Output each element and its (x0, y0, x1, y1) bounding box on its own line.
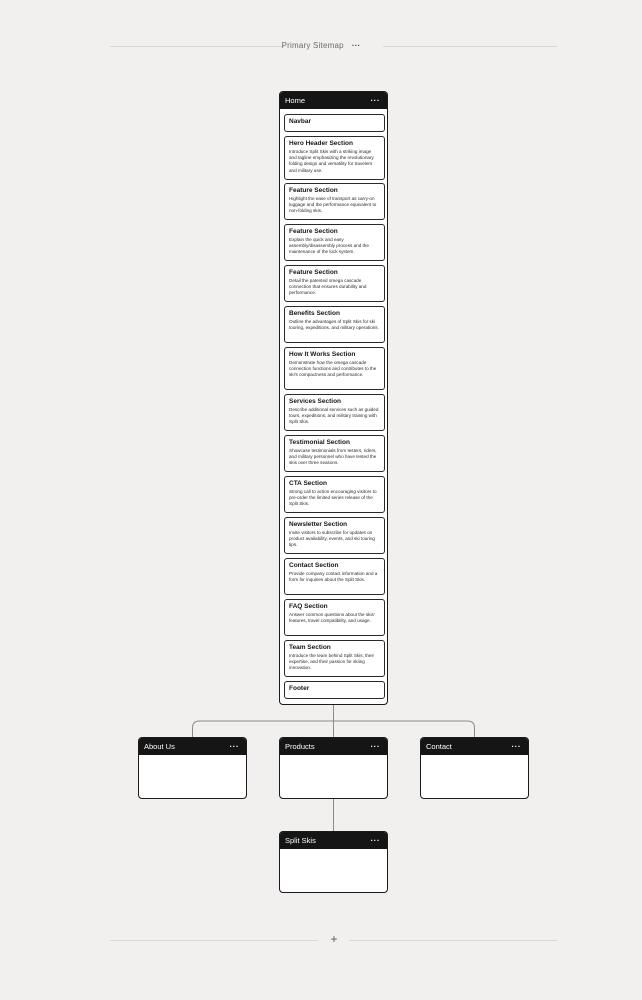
section-description: Demonstrate how the omega cascade connection functions and contributes to the ski's compactness and performance. (289, 360, 377, 378)
section-description: Provide company contact information and a form for inquiries about the Split Skis. (289, 571, 378, 583)
home-page-header (280, 92, 387, 109)
section-description: Explain the quick and easy assembly/disassembly process and the maintenance of the lock system. (289, 237, 369, 255)
sitemap-title-text: Primary Sitemap (281, 41, 344, 50)
section-navbar[interactable] (284, 114, 385, 132)
products-page-title: Products (285, 742, 315, 751)
section-title: Footer (289, 685, 310, 692)
contact-page-card[interactable] (420, 737, 529, 799)
bottom-divider-left (110, 940, 318, 941)
section-title: Navbar (289, 118, 312, 125)
section-testimonial[interactable] (284, 435, 385, 472)
plus-icon[interactable]: + (330, 932, 338, 946)
section-title: Services Section (289, 398, 342, 405)
section-team[interactable] (284, 640, 385, 677)
section-hero-header[interactable] (284, 136, 385, 180)
section-services[interactable] (284, 394, 385, 431)
section-contact[interactable] (284, 558, 385, 595)
split-skis-page-title: Split Skis (285, 836, 316, 845)
section-title: Benefits Section (289, 310, 340, 317)
about-us-menu-icon[interactable]: ··· (229, 741, 239, 751)
section-footer[interactable] (284, 681, 385, 699)
products-page-card[interactable] (279, 737, 388, 799)
contact-menu-icon[interactable]: ··· (511, 741, 521, 751)
section-description: Introduce Split Skis with a striking image and tagline emphasizing the revolutionary folding design and versatility for travelers and military use. (289, 149, 374, 173)
section-newsletter[interactable] (284, 517, 385, 554)
split-skis-page-card[interactable] (279, 831, 388, 893)
contact-page-title: Contact (426, 742, 452, 751)
section-description: Showcase testimonials from testers, riders, and military personnel who have tested the skis over three seasons. (289, 448, 377, 466)
section-title: Newsletter Section (289, 521, 348, 528)
section-description: Outline the advantages of Split Skis for ski touring, expeditions, and military operations. (289, 319, 379, 331)
section-title: Team Section (289, 644, 331, 651)
section-title: CTA Section (289, 480, 327, 487)
section-description: Highlight the ease of transport as carry-on luggage and the performance equivalent to non-folding skis. (289, 196, 377, 214)
section-description: Describe additional services such as guided tours, expeditions, and military training with Split Skis. (289, 407, 379, 425)
products-page-header (280, 738, 387, 755)
section-description: Answer common questions about the skis' features, travel compatibility, and usage. (289, 612, 375, 624)
about-us-page-card[interactable] (138, 737, 247, 799)
home-menu-icon[interactable]: ··· (370, 95, 380, 105)
bottom-divider-right (349, 940, 557, 941)
products-menu-icon[interactable]: ··· (370, 741, 380, 751)
section-feature-2[interactable] (284, 224, 385, 261)
section-faq[interactable] (284, 599, 385, 636)
section-title: Feature Section (289, 269, 338, 276)
section-title: FAQ Section (289, 603, 328, 610)
section-title: Feature Section (289, 228, 338, 235)
section-description: Detail the patented omega cascade connection that ensures durability and performance. (289, 278, 367, 296)
section-title: Contact Section (289, 562, 339, 569)
section-title: Hero Header Section (289, 140, 353, 147)
about-us-page-header (139, 738, 246, 755)
section-title: Feature Section (289, 187, 338, 194)
home-page-card[interactable] (279, 91, 388, 705)
home-page-title: Home (285, 96, 306, 105)
section-description: Invite visitors to subscribe for updates on product availability, events, and ski touring tips. (289, 530, 375, 548)
section-description: Strong call to action encouraging visitors to pre-order the limited series release of the Split Skis. (289, 489, 377, 507)
section-feature-1[interactable] (284, 183, 385, 220)
sitemap-menu-icon[interactable]: ··· (351, 41, 361, 50)
split-skis-menu-icon[interactable]: ··· (370, 835, 380, 845)
about-us-page-title: About Us (144, 742, 175, 751)
section-description: Introduce the team behind Split Skis, their expertise, and their passion for skiing innovation. (289, 653, 375, 671)
section-title: Testimonial Section (289, 439, 350, 446)
contact-page-header (421, 738, 528, 755)
section-how-it-works[interactable] (284, 347, 385, 390)
section-feature-3[interactable] (284, 265, 385, 302)
section-benefits[interactable] (284, 306, 385, 343)
section-title: How It Works Section (289, 351, 356, 358)
section-cta[interactable] (284, 476, 385, 513)
split-skis-page-header (280, 832, 387, 849)
